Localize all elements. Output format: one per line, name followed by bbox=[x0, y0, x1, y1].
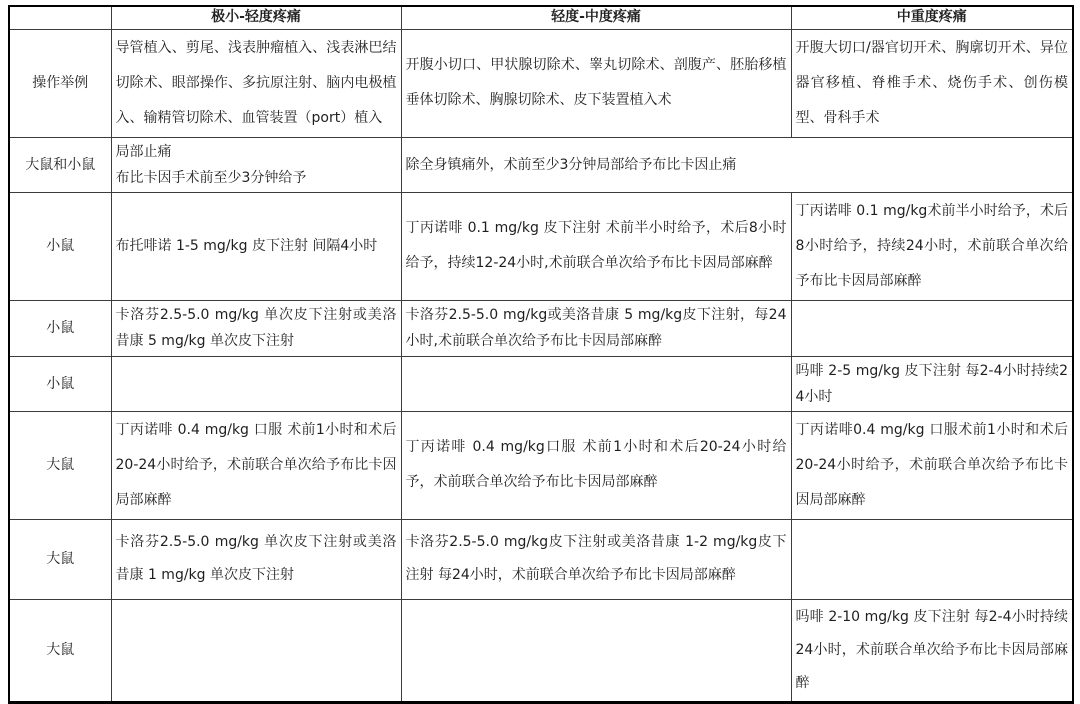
cell-mild-moderate-pain-empty bbox=[401, 599, 791, 702]
cell-moderate-severe-pain-rat-morphine: 吗啡 2-10 mg/kg 皮下注射 每2-4小时持续24小时，术前联合单次给予布比卡因局部麻醉 bbox=[791, 599, 1073, 702]
row-label: 大鼠和小鼠 bbox=[9, 137, 111, 192]
cell-mild-moderate-pain-examples: 开腹小切口、甲状腺切除术、睾丸切除术、剖腹产、胚胎移植 垂体切除术、胸腺切除术、皮下装置植入术 bbox=[401, 29, 791, 137]
row-label: 小鼠 bbox=[9, 356, 111, 411]
table-row-rat-morphine bbox=[9, 599, 1073, 702]
cell-merged-local-analgesia: 除全身镇痛外，术前至少3分钟局部给予布比卡因止痛 bbox=[401, 137, 1073, 192]
cell-mild-moderate-pain-mouse-buprenorphine: 丁丙诺啡 0.1 mg/kg 皮下注射 术前半小时给予，术后8小时给予，持续12-24小时,术前联合单次给予布比卡因局部麻醉 bbox=[401, 192, 791, 300]
row-label: 大鼠 bbox=[9, 519, 111, 599]
cell-moderate-severe-pain-examples: 开腹大切口/器官切开术、胸廓切开术、异位器官移植、脊椎手术、烧伤手术、创伤模型、骨科手术 bbox=[791, 29, 1073, 137]
cell-mild-moderate-pain-rat-carprofen: 卡洛芬2.5-5.0 mg/kg皮下注射或美洛昔康 1-2 mg/kg皮下注射 每24小时，术前联合单次给予布比卡因局部麻醉 bbox=[401, 519, 791, 599]
cell-minimal-pain-empty bbox=[111, 599, 401, 702]
cell-mild-moderate-pain-empty bbox=[401, 356, 791, 411]
cell-moderate-severe-pain-rat-buprenorphine: 丁丙诺啡0.4 mg/kg 口服术前1小时和术后20-24小时给予，术前联合单次给予布比卡因局部麻醉 bbox=[791, 411, 1073, 519]
column-header-corner bbox=[9, 6, 111, 29]
table-row-mouse-buprenorphine bbox=[9, 192, 1073, 300]
cell-minimal-pain-rat-buprenorphine: 丁丙诺啡 0.4 mg/kg 口服 术前1小时和术后20-24小时给予，术前联合单次给予布比卡因局部麻醉 bbox=[111, 411, 401, 519]
cell-minimal-pain-mouse-carprofen: 卡洛芬2.5-5.0 mg/kg 单次皮下注射或美洛昔康 5 mg/kg 单次皮下注射 bbox=[111, 300, 401, 356]
pain-management-table bbox=[8, 5, 1074, 704]
row-label: 小鼠 bbox=[9, 300, 111, 356]
cell-minimal-pain-mouse-butorphanol: 布托啡诺 1-5 mg/kg 皮下注射 间隔4小时 bbox=[111, 192, 401, 300]
column-header-minimal-mild-pain: 极小-轻度疼痛 bbox=[111, 6, 401, 29]
table-row-rat-carprofen bbox=[9, 519, 1073, 599]
cell-minimal-pain-local bbox=[111, 137, 401, 192]
cell-mild-moderate-pain-rat-buprenorphine: 丁丙诺啡 0.4 mg/kg口服 术前1小时和术后20-24小时给予，术前联合单次给予布比卡因局部麻醉 bbox=[401, 411, 791, 519]
cell-minimal-pain-rat-carprofen: 卡洛芬2.5-5.0 mg/kg 单次皮下注射或美洛昔康 1 mg/kg 单次皮下注射 bbox=[111, 519, 401, 599]
table-row-rat-buprenorphine bbox=[9, 411, 1073, 519]
column-header-moderate-severe-pain: 中重度疼痛 bbox=[791, 6, 1073, 29]
row-label: 小鼠 bbox=[9, 192, 111, 300]
cell-moderate-severe-pain-empty bbox=[791, 519, 1073, 599]
row-label: 大鼠 bbox=[9, 411, 111, 519]
cell-moderate-severe-pain-empty bbox=[791, 300, 1073, 356]
column-header-mild-moderate-pain: 轻度-中度疼痛 bbox=[401, 6, 791, 29]
cell-moderate-severe-pain-mouse-buprenorphine: 丁丙诺啡 0.1 mg/kg术前半小时给予，术后8小时给予，持续24小时，术前联合单次给予布比卡因局部麻醉 bbox=[791, 192, 1073, 300]
table-row-mouse-carprofen bbox=[9, 300, 1073, 356]
local-analgesia-line2: 布比卡因手术前至少3分钟给予 bbox=[115, 169, 307, 186]
table-row-examples bbox=[9, 29, 1073, 137]
header-row bbox=[9, 6, 1073, 29]
row-label: 大鼠 bbox=[9, 599, 111, 702]
table-row-mouse-morphine bbox=[9, 356, 1073, 411]
row-label: 操作举例 bbox=[9, 29, 111, 137]
table-row-local-analgesia bbox=[9, 137, 1073, 192]
cell-moderate-severe-pain-mouse-morphine: 吗啡 2-5 mg/kg 皮下注射 每2-4小时持续24小时 bbox=[791, 356, 1073, 411]
cell-minimal-pain-empty bbox=[111, 356, 401, 411]
cell-minimal-pain-examples: 导管植入、剪尾、浅表肿瘤植入、浅表淋巴结切除术、眼部操作、多抗原注射、脑内电极植入、输精管切除术、血管装置（port）植入 bbox=[111, 29, 401, 137]
cell-mild-moderate-pain-mouse-carprofen: 卡洛芬2.5-5.0 mg/kg或美洛昔康 5 mg/kg皮下注射，每24小时,术前联合单次给予布比卡因局部麻醉 bbox=[401, 300, 791, 356]
local-analgesia-line1: 局部止痛 bbox=[115, 143, 172, 160]
